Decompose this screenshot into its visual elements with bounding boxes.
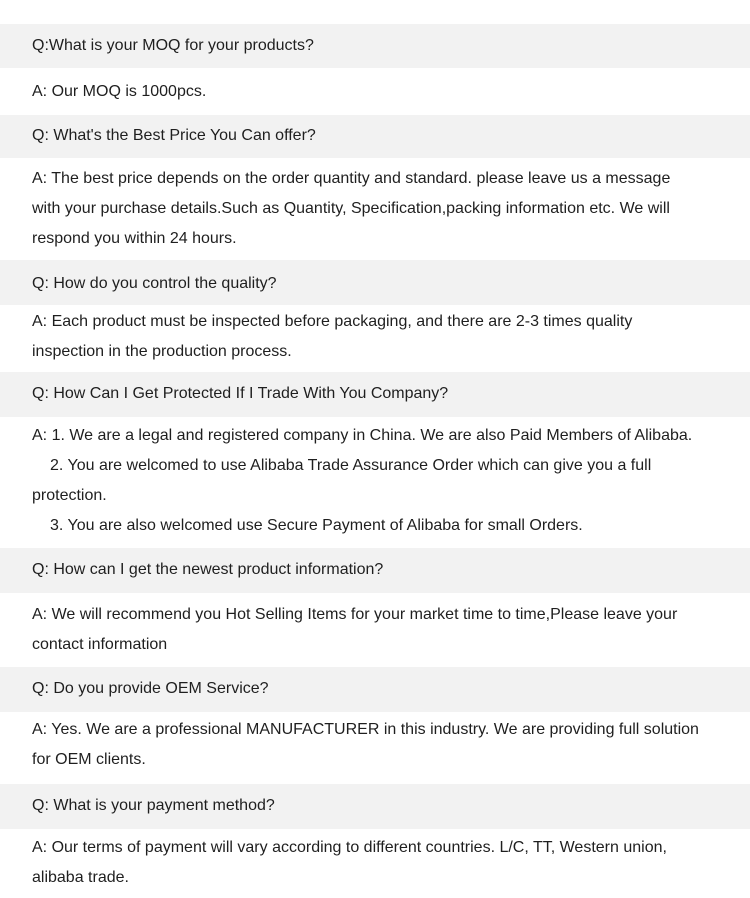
answer-text: alibaba trade.: [32, 869, 129, 886]
answer-text: with your purchase details.Such as Quantity, Specification,packing information etc. We will: [32, 200, 670, 217]
faq-answer: [0, 593, 750, 667]
answer-text: A: Yes. We are a professional MANUFACTURER in this industry. We are providing full solution: [32, 721, 699, 738]
answer-text: respond you within 24 hours.: [32, 230, 237, 247]
faq-answer: [0, 158, 750, 260]
answer-text: A: 1. We are a legal and registered company in China. We are also Paid Members of Alibaba.: [32, 427, 693, 444]
faq-question: [0, 372, 750, 417]
answer-text: A: We will recommend you Hot Selling Items for your market time to time,Please leave your: [32, 606, 678, 623]
answer-text: A: The best price depends on the order quantity and standard. please leave us a message: [32, 170, 671, 187]
answer-text: contact information: [32, 636, 168, 653]
faq-answer: [0, 305, 750, 372]
faq-question: [0, 667, 750, 712]
answer-text: inspection in the production process.: [32, 343, 292, 360]
answer-text: A: Each product must be inspected before packaging, and there are 2-3 times quality: [32, 313, 633, 330]
question-text: Q: How Can I Get Protected If I Trade With You Company?: [32, 385, 449, 402]
answer-text: A: Our MOQ is 1000pcs.: [32, 83, 207, 100]
faq-answer: [0, 68, 750, 115]
question-text: Q: How can I get the newest product information?: [32, 561, 384, 578]
question-text: Q: What's the Best Price You Can offer?: [32, 127, 316, 144]
faq-question: [0, 548, 750, 593]
answer-text: protection.: [32, 487, 107, 504]
answer-text: A: Our terms of payment will vary according to different countries. L/C, TT, Western union,: [32, 839, 667, 856]
faq-question: [0, 24, 750, 68]
answer-text: 3. You are also welcomed use Secure Payment of Alibaba for small Orders.: [50, 517, 583, 534]
faq-answer: [0, 829, 750, 898]
question-text: Q: How do you control the quality?: [32, 275, 277, 292]
answer-text: for OEM clients.: [32, 751, 146, 768]
faq-question: [0, 784, 750, 829]
question-text: Q: Do you provide OEM Service?: [32, 680, 269, 697]
faq-answer: [0, 712, 750, 784]
faq-question: [0, 115, 750, 158]
answer-text: 2. You are welcomed to use Alibaba Trade Assurance Order which can give you a full: [50, 457, 652, 474]
faq-question: [0, 260, 750, 305]
question-text: Q:What is your MOQ for your products?: [32, 37, 314, 54]
faq-answer: [0, 417, 750, 548]
question-text: Q: What is your payment method?: [32, 797, 275, 814]
